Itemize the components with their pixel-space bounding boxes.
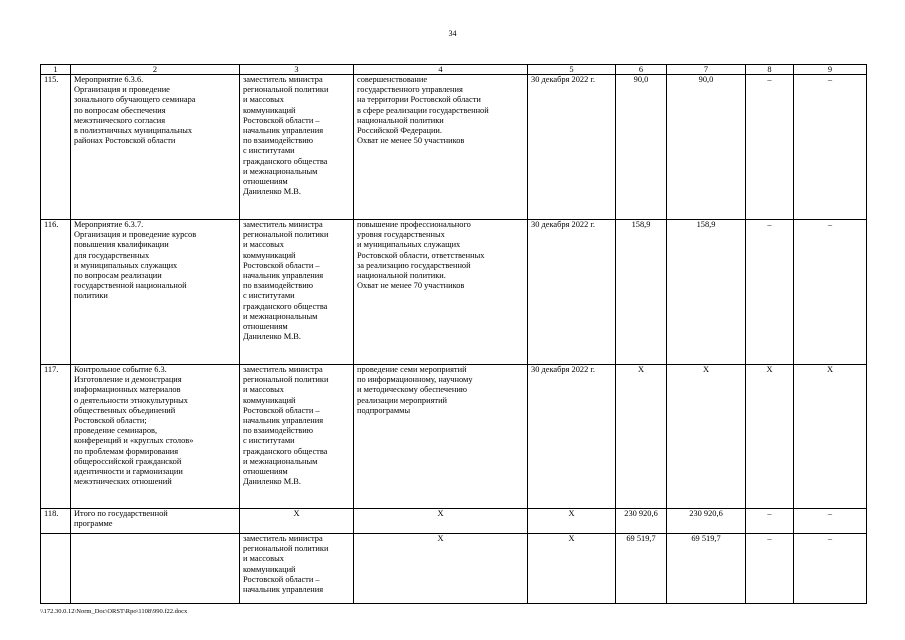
completion-date: Х — [528, 534, 616, 604]
file-path-footer: \\172.30.0.12\Norm_Doc\ORST\Rpo\1108\990.f22.docx — [40, 608, 188, 615]
completion-date: Х — [528, 509, 616, 534]
column-header: 8 — [746, 65, 794, 75]
responsible-executor: Х — [240, 509, 354, 534]
plan-table — [40, 64, 867, 604]
row-number: 115. — [41, 75, 71, 220]
expected-result: Х — [354, 534, 528, 604]
row-number — [41, 534, 71, 604]
value-col8: – — [746, 75, 794, 220]
row-number: 118. — [41, 509, 71, 534]
expected-result: проведение семи мероприятий по информационному, научному и методическому обеспечению реализации мероприятий подпрограммы — [354, 365, 528, 509]
value-col9: – — [794, 75, 867, 220]
table-row — [41, 365, 867, 509]
value-col9: – — [794, 220, 867, 365]
column-header: 1 — [41, 65, 71, 75]
value-col9: – — [794, 534, 867, 604]
column-header: 4 — [354, 65, 528, 75]
value-col7: Х — [667, 365, 746, 509]
value-col8: – — [746, 220, 794, 365]
table-header-row — [41, 65, 867, 75]
column-header: 7 — [667, 65, 746, 75]
activity-name: Мероприятие 6.3.6. Организация и проведение зонального обучающего семинара по вопросам обеспечения межэтнического согласия в полиэтничных муниципальных районах Ростовской области — [71, 75, 240, 220]
activity-name — [71, 534, 240, 604]
activity-name: Контрольное событие 6.3. Изготовление и демонстрация информационных материалов о деятельности этнокультурных общественных объединений Ростовской области; проведение семинаров, конференций и «круглых столов» по проблемам формирования общероссийской гражданской идентичности и гармонизации межэтнических отношений — [71, 365, 240, 509]
row-number: 116. — [41, 220, 71, 365]
expected-result: совершенствование государственного управления на территории Ростовской области в сфере реализации государственной национальной политики Российской Федерации. Охват не менее 50 участников — [354, 75, 528, 220]
value-col6: 230 920,6 — [616, 509, 667, 534]
completion-date: 30 декабря 2022 г. — [528, 75, 616, 220]
completion-date: 30 декабря 2022 г. — [528, 365, 616, 509]
column-header: 2 — [71, 65, 240, 75]
responsible-executor: заместитель министра региональной политики и массовых коммуникаций Ростовской области – начальник управления — [240, 534, 354, 604]
column-header: 6 — [616, 65, 667, 75]
responsible-executor: заместитель министра региональной политики и массовых коммуникаций Ростовской области – начальник управления по взаимодействию с институтами гражданского общества и межнациональным отношениям Даниленко М.В. — [240, 365, 354, 509]
expected-result: повышение профессионального уровня государственных и муниципальных служащих Ростовской области, ответственных за реализацию государственной национальной политики. Охват не менее 70 участников — [354, 220, 528, 365]
table-row — [41, 220, 867, 365]
value-col8: – — [746, 509, 794, 534]
value-col8: Х — [746, 365, 794, 509]
value-col6: Х — [616, 365, 667, 509]
column-header: 5 — [528, 65, 616, 75]
row-number: 117. — [41, 365, 71, 509]
value-col8: – — [746, 534, 794, 604]
value-col6: 158,9 — [616, 220, 667, 365]
value-col9: Х — [794, 365, 867, 509]
table-row — [41, 509, 867, 534]
expected-result: Х — [354, 509, 528, 534]
column-header: 3 — [240, 65, 354, 75]
value-col7: 69 519,7 — [667, 534, 746, 604]
value-col7: 90,0 — [667, 75, 746, 220]
responsible-executor: заместитель министра региональной политики и массовых коммуникаций Ростовской области – начальник управления по взаимодействию с институтами гражданского общества и межнациональным отношениям Даниленко М.В. — [240, 220, 354, 365]
value-col7: 230 920,6 — [667, 509, 746, 534]
activity-name: Итого по государственной программе — [71, 509, 240, 534]
column-header: 9 — [794, 65, 867, 75]
value-col9: – — [794, 509, 867, 534]
activity-name: Мероприятие 6.3.7. Организация и проведение курсов повышения квалификации для государственных и муниципальных служащих по вопросам реализации государственной национальной политики — [71, 220, 240, 365]
value-col7: 158,9 — [667, 220, 746, 365]
table-row — [41, 534, 867, 604]
completion-date: 30 декабря 2022 г. — [528, 220, 616, 365]
value-col6: 90,0 — [616, 75, 667, 220]
value-col6: 69 519,7 — [616, 534, 667, 604]
responsible-executor: заместитель министра региональной политики и массовых коммуникаций Ростовской области – начальник управления по взаимодействию с институтами гражданского общества и межнациональным отношениям Даниленко М.В. — [240, 75, 354, 220]
table-row — [41, 75, 867, 220]
page-number: 34 — [448, 29, 457, 38]
